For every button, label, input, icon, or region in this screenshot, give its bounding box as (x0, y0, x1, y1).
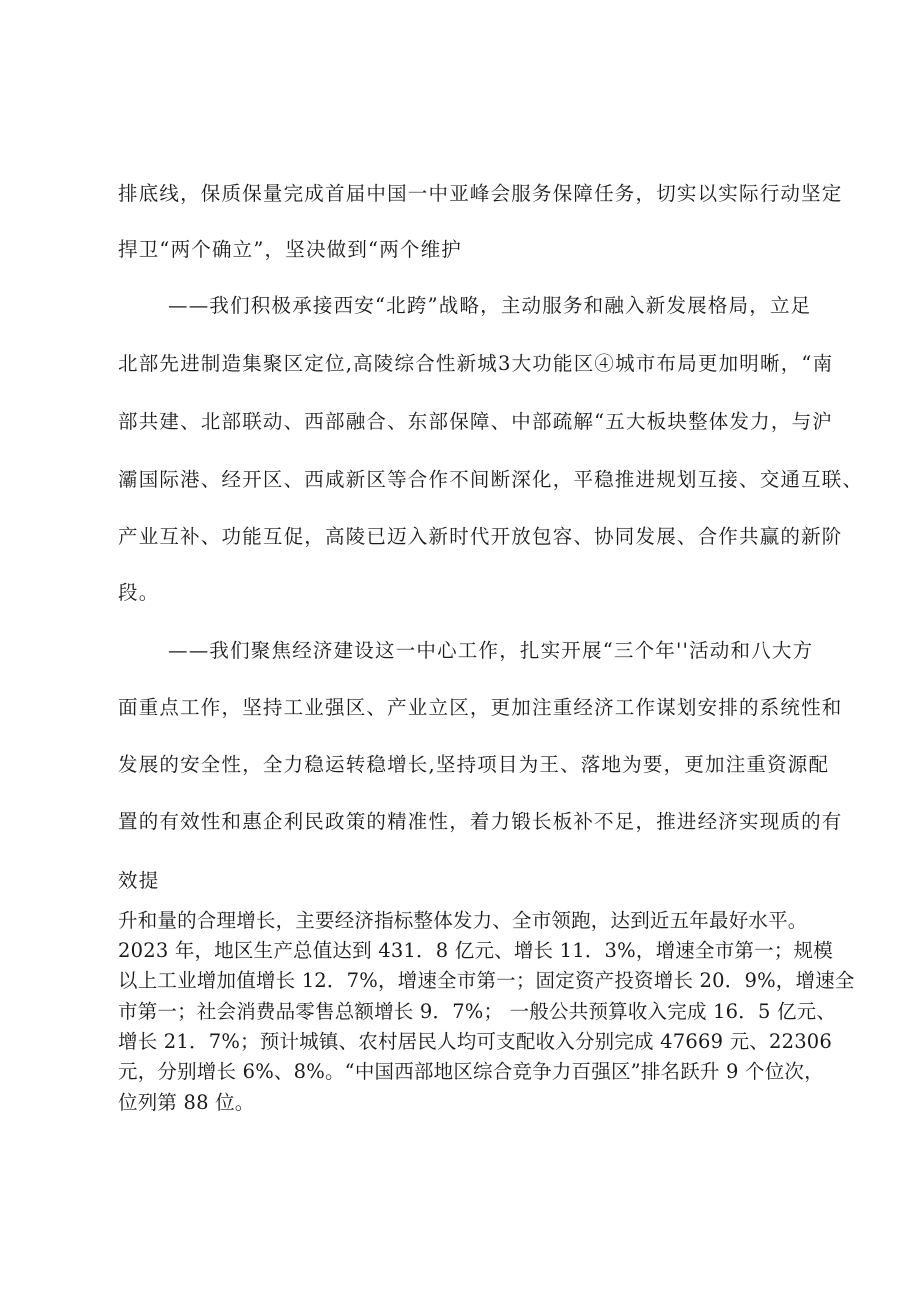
text-line: 元，分别增长 6%、8%。“中国西部地区综合竞争力百强区”排名跃升 9 个位次， (118, 1060, 824, 1083)
text-line: 捍卫“两个确立”，坚决做到“两个维护 (118, 238, 463, 261)
text-line: 增长 21．7%；预计城镇、农村居民人均可支配收入分别完成 47669 元、22306 (118, 1030, 833, 1053)
text-line: 置的有效性和惠企利民政策的精准性，着力锻长板补不足，推进经济实现质的有 (118, 810, 843, 833)
text-line: 发展的安全性，全力稳运转稳增长,坚持项目为王、落地为要，更加注重资源配 (118, 753, 830, 776)
text-line: 升和量的合理增长，主要经济指标整体发力、全市领跑，达到近五年最好水平。 (118, 909, 808, 932)
text-line: 部共建、北部联动、西部融合、东部保障、中部疏解“五大板块整体发力，与沪 (118, 410, 833, 433)
text-line: 北部先进制造集聚区定位,高陵综合性新城3大功能区④城市布局更加明晰，“南 (118, 352, 834, 375)
text-line: 排底线，保质保量完成首届中国一中亚峰会服务保障任务，切实以实际行动坚定 (118, 182, 843, 205)
text-line: 市第一；社会消费品零售总额增长 9．7%； 一般公共预算收入完成 16．5 亿元、 (118, 1000, 837, 1023)
text-line: 灞国际港、经开区、西咸新区等合作不间断深化，平稳推进规划互接、交通互联、 (118, 468, 864, 491)
text-line: ——我们积极承接西安“北跨”战略，主动服务和融入新发展格局，立足 (168, 294, 812, 317)
text-line: 以上工业增加值增长 12．7%，增速全市第一；固定资产投资增长 20．9%，增速全 (118, 969, 855, 992)
text-line: 产业互补、功能互促，高陵已迈入新时代开放包容、协同发展、合作共赢的新阶 (118, 525, 843, 548)
text-line: 2023 年，地区生产总值达到 431．8 亿元、增长 11．3%，增速全市第一；规模 (118, 939, 833, 962)
text-line: ——我们聚焦经济建设这一中心工作，扎实开展“三个年''活动和八大方 (168, 639, 814, 662)
text-line: 位列第 88 位。 (118, 1091, 255, 1114)
text-line: 效提 (118, 869, 160, 892)
text-line: 段。 (118, 581, 160, 604)
text-line: 面重点工作，坚持工业强区、产业立区，更加注重经济工作谋划安排的系统性和 (118, 696, 843, 719)
